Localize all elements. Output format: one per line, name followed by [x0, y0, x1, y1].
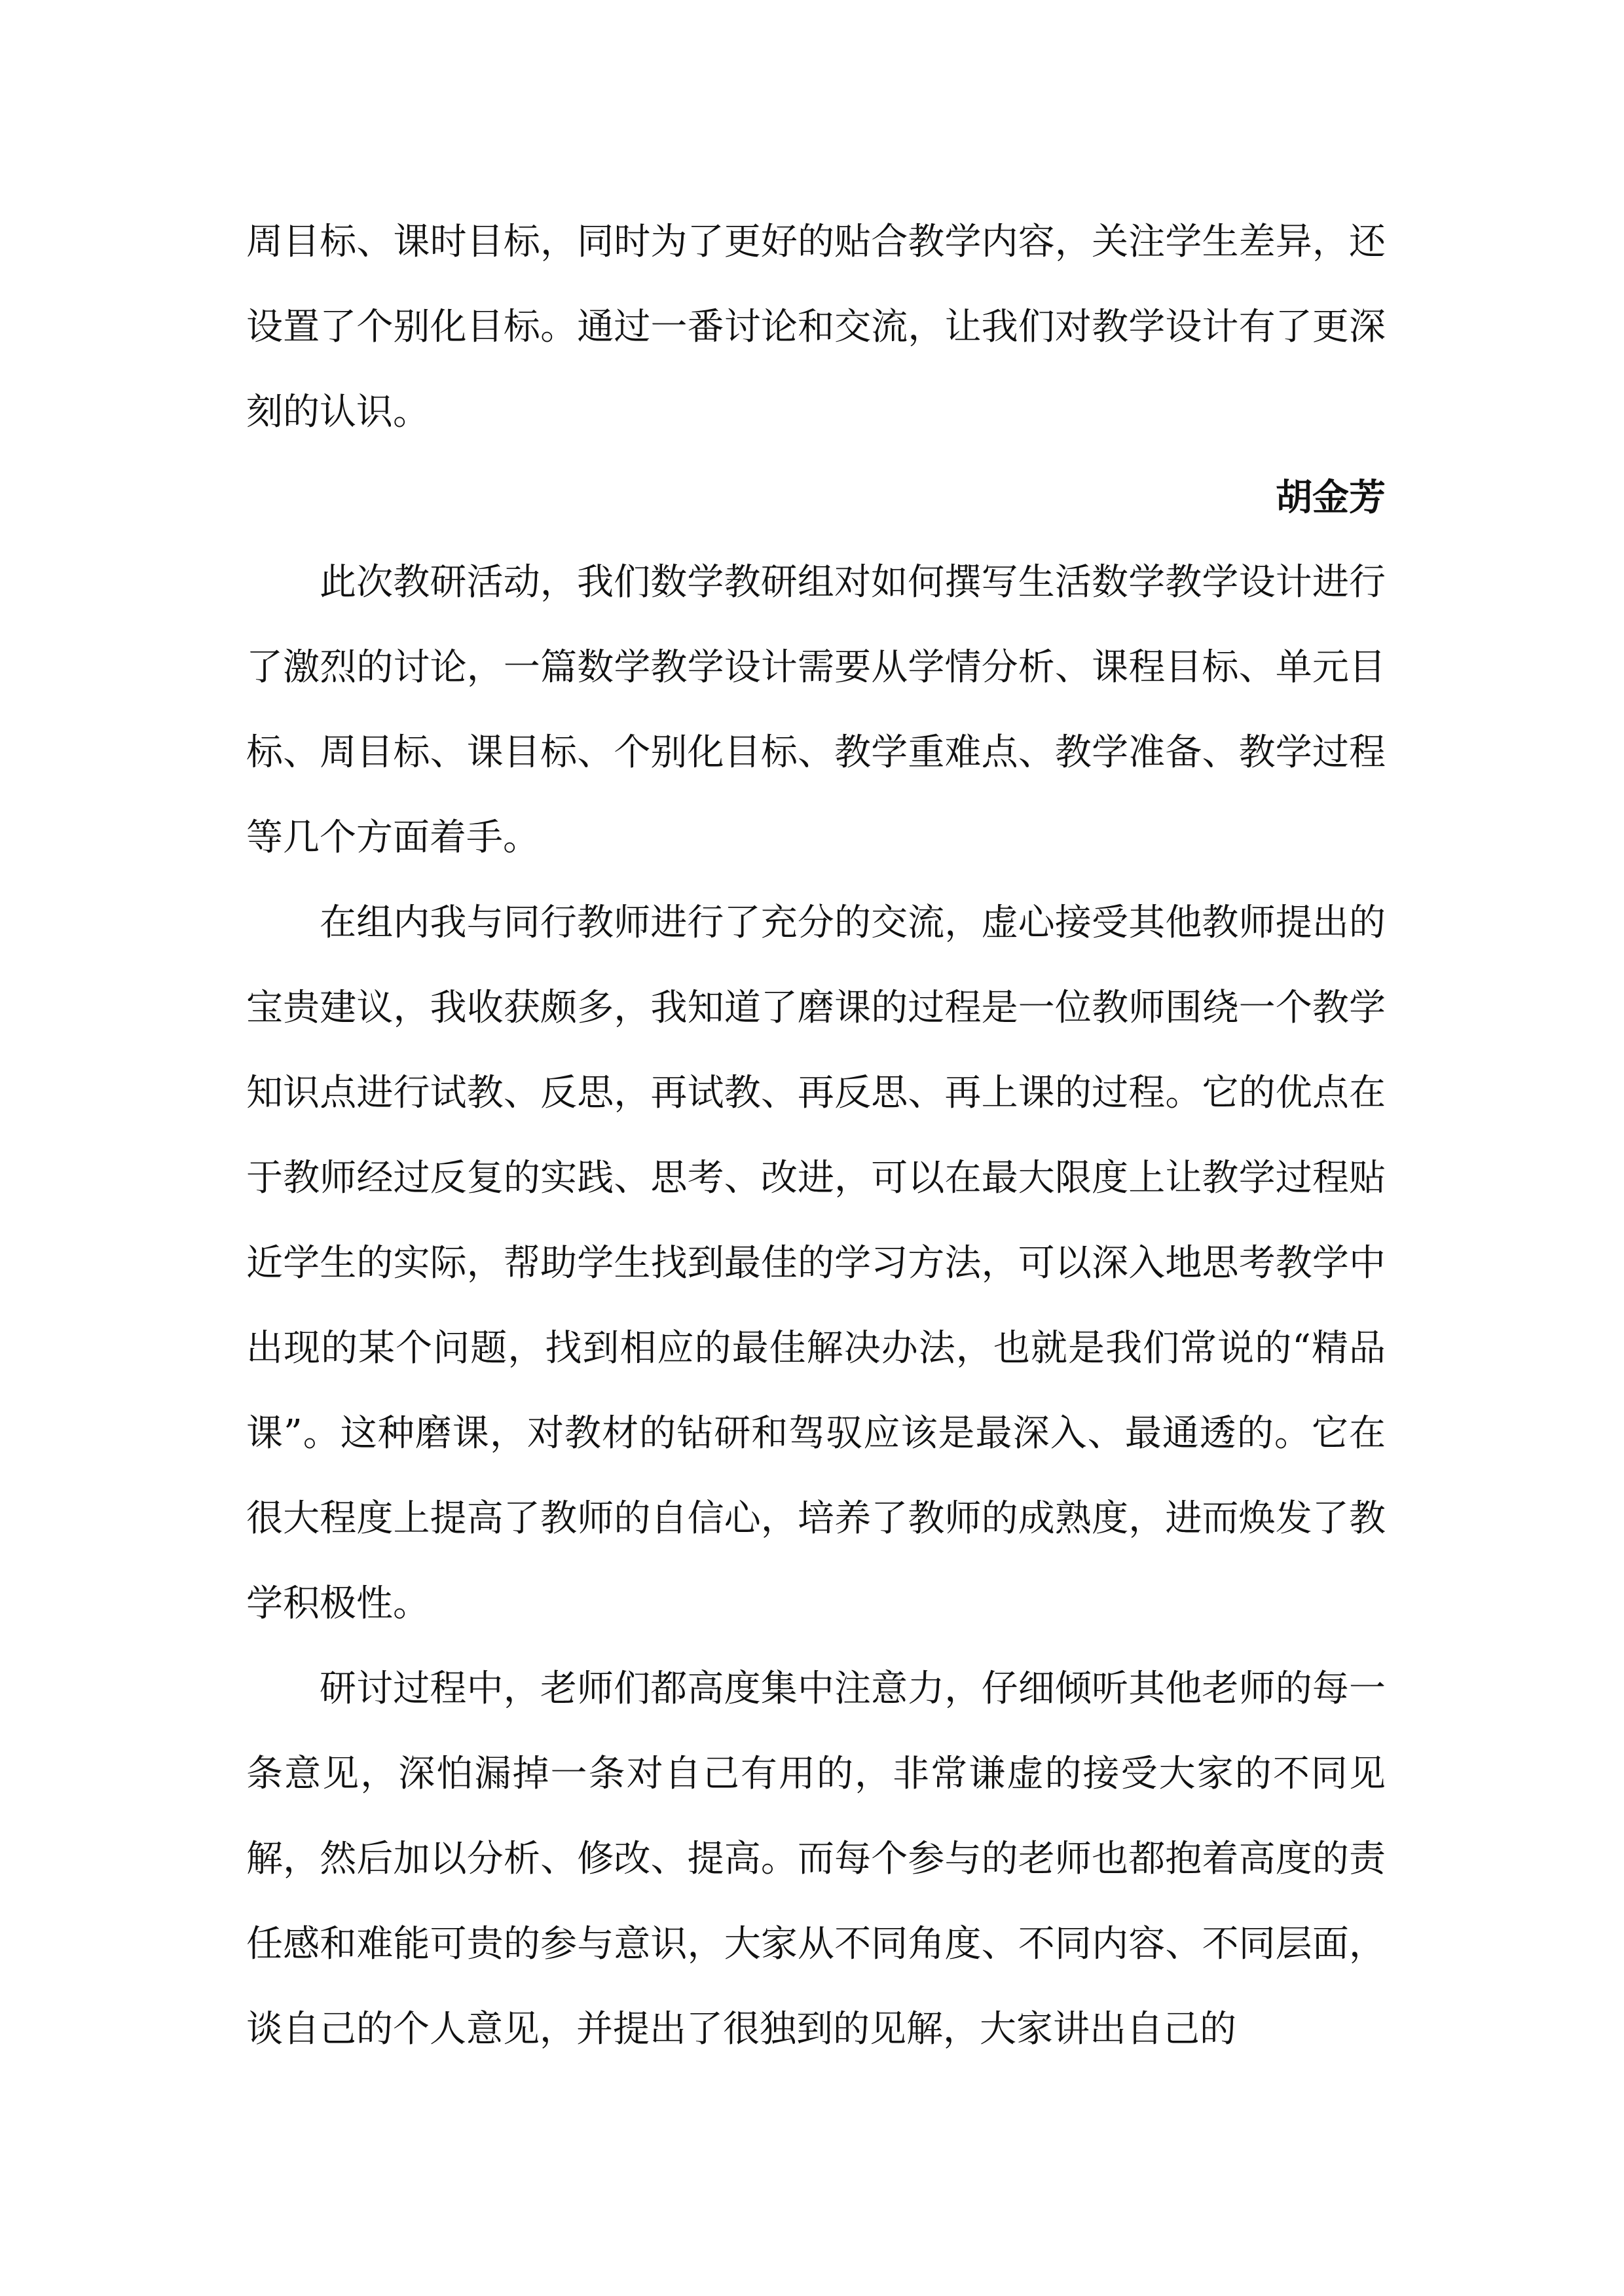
paragraph-discussion-process: 研讨过程中，老师们都高度集中注意力，仔细倾听其他老师的每一条意见，深怕漏掉一条对自己有用的，非常谦虚的接受大家的不同见解，然后加以分析、修改、提高。而每个参与的老师也都抱着高度的责任感和难能可贵的参与意识，大家从不同角度、不同内容、不同层面，谈自己的个人意见，并提出了很独到的见解，大家讲出自己的	[246, 1667, 1386, 2050]
document-body	[246, 200, 1386, 2072]
paragraph-activity-summary: 此次教研活动，我们数学教研组对如何撰写生活数学教学设计进行了激烈的讨论，一篇数学教学设计需要从学情分析、课程目标、单元目标、周目标、课目标、个别化目标、教学重难点、教学准备、教学过程等几个方面着手。	[246, 561, 1386, 859]
paragraph-continuation: 周目标、课时目标，同时为了更好的贴合教学内容，关注学生差异，还设置了个别化目标。通过一番讨论和交流，让我们对教学设计有了更深刻的认识。	[246, 221, 1386, 433]
paragraph-lesson-polishing: 在组内我与同行教师进行了充分的交流，虚心接受其他教师提出的宝贵建议，我收获颇多，我知道了磨课的过程是一位教师围绕一个教学知识点进行试教、反思，再试教、再反思、再上课的过程。它的优点在于教师经过反复的实践、思考、改进，可以在最大限度上让教学过程贴近学生的实际，帮助学生找到最佳的学习方法，可以深入地思考教学中出现的某个问题，找到相应的最佳解决办法，也就是我们常说的“精品课”。这种磨课，对教材的钻研和驾驭应该是最深入、最通透的。它在很大程度上提高了教师的自信心，培养了教师的成熟度，进而焕发了教学积极性。	[246, 902, 1386, 1625]
author-signature: 胡金芳	[1276, 476, 1386, 519]
